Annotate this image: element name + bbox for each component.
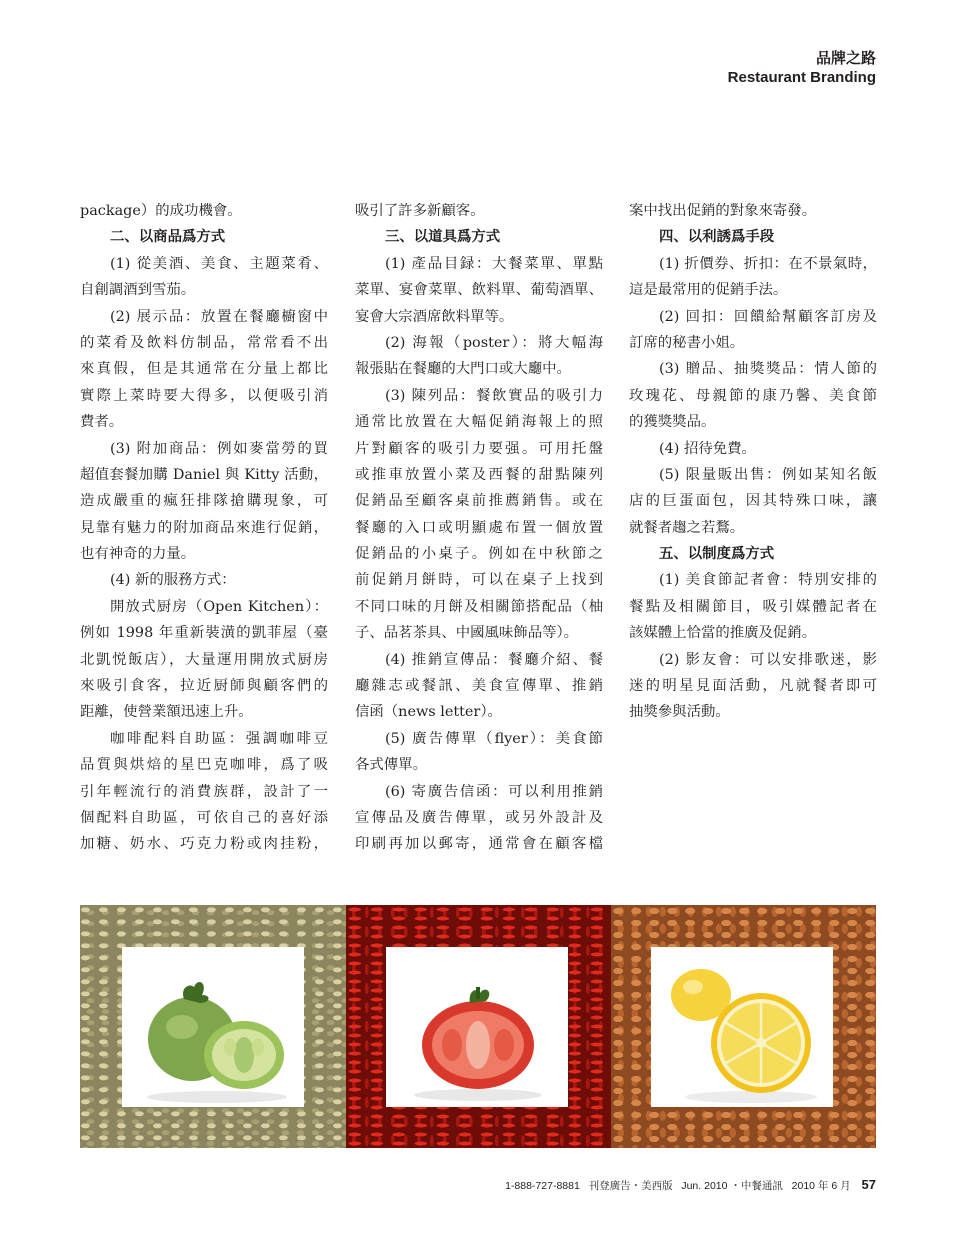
text-line: (4) 新的服務方式： — [110, 572, 236, 589]
text-line: 片對顧客的吸引力要强。可用托盤 — [355, 440, 603, 457]
page-number: 57 — [861, 1177, 876, 1192]
photo-band — [80, 905, 876, 1148]
text-line: 促銷品的小桌子。例如在中秋節之 — [355, 546, 603, 563]
text-line: 個配料自助區，可依自己的喜好添 — [80, 809, 328, 826]
text-line: 也有神奇的力量。 — [80, 546, 196, 563]
red-tomato-image — [386, 947, 568, 1107]
text-line: (2) 影友會：可以安排歌迷，影 — [659, 651, 877, 668]
text-line: 咖啡配料自助區：强調咖啡豆 — [110, 730, 328, 747]
text-line: (1) 折價券、折扣：在不景氣時， — [659, 255, 877, 272]
text-line: 自創調酒到雪茄。 — [80, 282, 196, 299]
text-line: (3) 贈品、抽獎獎品：情人節的 — [659, 361, 877, 378]
photo-lemon — [611, 905, 876, 1148]
text-column-3 — [629, 198, 877, 726]
text-line: 實際上菜時要大得多，以便吸引消 — [80, 387, 328, 404]
text-line: 或推車放置小菜及西餐的甜點陳列 — [355, 466, 603, 483]
text-line: 來真假，但是其通常在分量上都比 — [80, 361, 328, 378]
footer-phone: 1-888-727-8881 — [505, 1180, 580, 1192]
section-heading: 四、以利誘爲手段 — [659, 228, 775, 246]
text-line: 造成嚴重的瘋狂排隊搶購現象，可 — [80, 493, 328, 510]
section-title-zh: 品牌之路 — [815, 49, 876, 67]
lemon-image — [651, 947, 833, 1107]
text-line: 宣傳品及廣告傳單，或另外設計及 — [355, 809, 603, 826]
text-line: 廳雜志或餐訊、美食宣傳單、推銷 — [355, 678, 603, 695]
text-line: 宴會大宗酒席飲料單等。 — [355, 308, 514, 325]
photo-frame — [651, 947, 833, 1107]
text-line: 開放式厨房（Open Kitchen）： — [110, 598, 328, 615]
text-line: (4) 推銷宣傳品：餐廳介紹、餐 — [385, 651, 603, 668]
text-line: 玫瑰花、母親節的康乃馨、美食節 — [629, 387, 877, 404]
text-line: 前促銷月餅時，可以在桌子上找到 — [355, 572, 603, 589]
text-line: 菜單、宴會菜單、飲料單、葡萄酒單、 — [355, 282, 603, 299]
text-line: package）的成功機會。 — [80, 203, 242, 219]
page-footer — [505, 1177, 876, 1193]
text-line: 迷的明星見面活動，凡就餐者即可 — [629, 678, 877, 695]
text-column-2 — [355, 198, 603, 858]
text-line: 的獲獎獎品。 — [629, 414, 716, 431]
text-line: 不同口味的月餅及相關節搭配品（柚 — [355, 598, 603, 615]
text-line: 例如 1998 年重新裝潢的凱菲屋（臺 — [80, 625, 328, 642]
photo-red-tomato — [346, 905, 611, 1148]
text-line: 各式傳單。 — [355, 757, 427, 774]
text-line: 就餐者趨之若鶩。 — [629, 519, 745, 536]
photo-green-tomato — [80, 905, 346, 1148]
text-line: 這是最常用的促銷手法。 — [629, 282, 788, 299]
text-line: (1) 產品目録：大餐菜單、單點 — [385, 255, 603, 272]
text-line: 距離，使營業額迅速上升。 — [80, 704, 253, 721]
text-line: (4) 招待免費。 — [659, 440, 756, 457]
text-line: (5) 廣告傳單（flyer）：美食節 — [385, 730, 603, 747]
footer-magazine: ・中餐通訊 — [730, 1180, 783, 1192]
text-line: 超值套餐加購 Daniel 與 Kitty 活動， — [80, 466, 328, 483]
footer-issue-zh: 2010 年 6 月 — [791, 1180, 851, 1192]
text-line: 通常比放置在大幅促銷海報上的照 — [355, 414, 603, 431]
text-line: (6) 寄廣告信函：可以利用推銷 — [385, 783, 603, 800]
text-line: 見靠有魅力的附加商品來進行促銷， — [80, 519, 328, 536]
text-column-1 — [80, 198, 328, 858]
text-line: 印刷再加以郵寄，通常會在顧客檔 — [355, 836, 603, 853]
text-line: (3) 陳列品：餐飲實品的吸引力 — [385, 387, 603, 404]
text-line: (5) 限量販出售：例如某知名飯 — [659, 466, 877, 483]
text-line: (2) 回扣：回饋給幫顧客訂房及 — [659, 308, 877, 325]
text-line: 訂席的秘書小姐。 — [629, 334, 745, 351]
photo-frame — [122, 947, 304, 1107]
section-heading: 三、以道具爲方式 — [385, 228, 501, 246]
text-line: (2) 展示品：放置在餐廳櫥窗中 — [110, 308, 328, 325]
text-line: 該媒體上恰當的推廣及促銷。 — [629, 625, 817, 642]
footer-ad-text: 刊登廣告・美西版 — [588, 1180, 673, 1192]
text-line: 費者。 — [80, 414, 124, 431]
footer-issue-en: Jun. 2010 — [681, 1180, 728, 1192]
text-line: 餐點及相關節目，吸引媒體記者在 — [629, 598, 877, 615]
section-title-en: Restaurant Branding — [727, 69, 876, 86]
text-line: 抽獎參與活動。 — [629, 704, 730, 721]
text-line: 引年輕流行的消費族群，設計了一 — [80, 783, 328, 800]
text-line: (3) 附加商品：例如麥當勞的買 — [110, 440, 328, 457]
text-line: 店的巨蛋面包，因其特殊口味，讓 — [629, 493, 877, 510]
text-line: (1) 美食節記者會：特別安排的 — [659, 572, 877, 589]
section-heading: 五、以制度爲方式 — [659, 545, 775, 563]
text-line: 北凱悦飯店），大量運用開放式厨房 — [80, 651, 328, 668]
text-line: 吸引了許多新顧客。 — [355, 203, 485, 219]
green-tomato-image — [122, 947, 304, 1107]
text-line: 品質與烘焙的星巴克咖啡，爲了吸 — [80, 757, 328, 774]
section-heading: 二、以商品爲方式 — [110, 228, 226, 246]
text-line: 加糖、奶水、巧克力粉或肉挂粉， — [80, 836, 328, 853]
photo-frame — [386, 947, 568, 1107]
text-line: 案中找出促銷的對象來寄發。 — [629, 203, 817, 219]
text-line: 的菜肴及飲料仿制品，常常看不出 — [80, 334, 328, 351]
text-line: (2) 海報（poster）：將大幅海 — [385, 334, 603, 351]
text-line: 子、品茗茶具、中國風味飾品等）。 — [355, 625, 579, 642]
text-line: (1) 從美酒、美食、主題菜肴、 — [110, 255, 328, 272]
text-line: 信函（news letter）。 — [355, 704, 502, 721]
text-line: 來吸引食客，拉近厨師與顧客們的 — [80, 678, 328, 695]
text-line: 促銷品至顧客桌前推薦銷售。或在 — [355, 493, 603, 510]
running-header — [728, 48, 876, 88]
text-line: 報張貼在餐廳的大門口或大廳中。 — [355, 361, 571, 378]
text-line: 餐廳的入口或明顯處布置一個放置 — [355, 519, 603, 536]
